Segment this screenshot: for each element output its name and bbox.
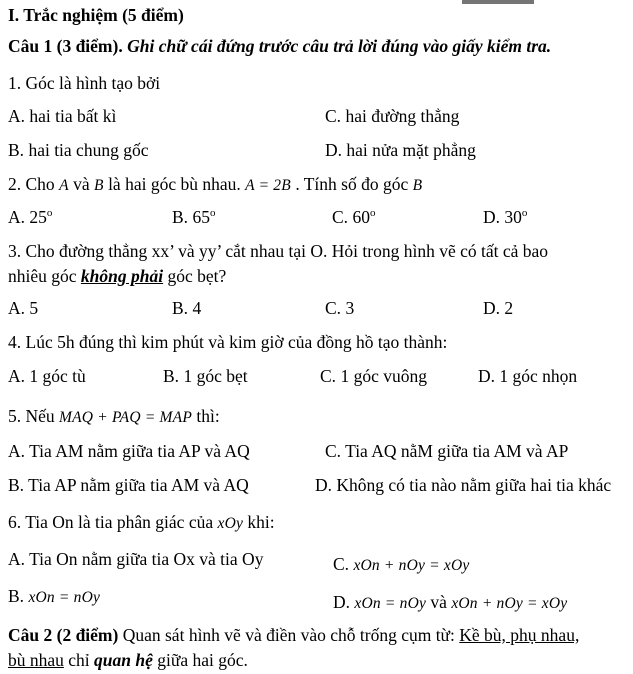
- question-4-number: 4.: [8, 332, 22, 352]
- question-4-stem: [8, 334, 447, 352]
- question-3-text-line2-post: góc bẹt?: [167, 266, 227, 286]
- option-key: A.: [8, 207, 26, 227]
- question-3-number: 3.: [8, 241, 22, 261]
- option-value: 25: [29, 207, 47, 227]
- cau2-line2: [8, 652, 248, 670]
- option-key: B.: [8, 475, 25, 495]
- question-3-option-a[interactable]: [8, 300, 38, 318]
- question-2-option-b[interactable]: [172, 209, 215, 227]
- question-5-option-d[interactable]: [315, 477, 611, 495]
- question-5-number: 5.: [8, 406, 22, 426]
- option-key: C.: [332, 207, 349, 227]
- question-2-number: 2.: [8, 174, 22, 194]
- cau1-label: Câu 1 (3 điểm).: [8, 36, 123, 56]
- option-math-2: xOn + nOy = xOy: [451, 595, 568, 612]
- option-text: 1 góc tù: [29, 366, 86, 386]
- question-1-number: 1.: [8, 73, 22, 93]
- question-2-text-part1: Cho: [25, 174, 55, 194]
- question-5-option-c[interactable]: [325, 443, 568, 461]
- cau1-instruction: Ghi chữ cái đứng trước câu trả lời đúng vào giấy kiểm tra.: [127, 36, 552, 56]
- option-text: Tia AM nằm giữa tia AP và AQ: [29, 441, 250, 461]
- option-text: 1 góc bẹt: [183, 366, 248, 386]
- question-3-option-d[interactable]: [483, 300, 513, 318]
- question-3-option-c[interactable]: [325, 300, 354, 318]
- question-4-option-c[interactable]: [320, 368, 427, 386]
- degree-symbol: o: [521, 207, 528, 220]
- option-key: C.: [320, 366, 337, 386]
- question-6-number: 6.: [8, 512, 22, 532]
- option-key: B.: [8, 586, 25, 606]
- section-heading: I. Trắc nghiệm (5 điểm): [8, 5, 184, 25]
- question-3-stem-line1: [8, 243, 548, 261]
- option-key: D.: [483, 207, 501, 227]
- option-conjunction: và: [430, 592, 447, 612]
- option-math: xOn = nOy: [28, 589, 101, 606]
- cau2-label: Câu 2 (2 điểm): [8, 625, 119, 645]
- option-key: B.: [8, 140, 25, 160]
- option-key: D.: [333, 592, 351, 612]
- question-2-text-part2: và: [73, 174, 90, 194]
- option-text: 2: [504, 298, 514, 318]
- option-text: 4: [192, 298, 202, 318]
- question-4-option-a[interactable]: [8, 368, 86, 386]
- question-6-text-pre: Tia On là tia phân giác của: [25, 512, 214, 532]
- option-key: B.: [163, 366, 180, 386]
- question-6-stem: [8, 514, 275, 532]
- cau2-emphasis: quan hệ: [94, 650, 153, 670]
- question-2-text-part3: là hai góc bù nhau.: [108, 174, 241, 194]
- option-key: B.: [172, 207, 189, 227]
- option-value: 65: [192, 207, 210, 227]
- question-1-option-d[interactable]: [325, 142, 476, 160]
- question-2-var-b: B: [94, 177, 104, 194]
- question-1-option-a[interactable]: [8, 108, 116, 126]
- cau2-blank-options-line2: bù nhau: [8, 650, 64, 670]
- option-math: xOn + nOy = xOy: [353, 557, 470, 574]
- question-1-stem: [8, 75, 160, 93]
- degree-symbol: o: [369, 207, 376, 220]
- cau2-text-mid: chỉ: [68, 650, 90, 670]
- question-6-text-post: khi:: [247, 512, 275, 532]
- top-grey-marker-bar: [462, 0, 534, 4]
- option-text: 5: [29, 298, 39, 318]
- option-text: 3: [345, 298, 355, 318]
- option-text: hai tia bất kì: [29, 106, 117, 126]
- question-6-option-c[interactable]: [333, 556, 469, 574]
- option-key: C.: [325, 106, 342, 126]
- question-3-text-line1: Cho đường thẳng xx’ và yy’ cắt nhau tại O. Hỏi trong hình vẽ có tất cả bao: [25, 241, 549, 261]
- option-key: B.: [172, 298, 189, 318]
- question-2-equation: A = 2B: [245, 177, 291, 194]
- option-key: A.: [8, 366, 26, 386]
- option-text: Tia On nằm giữa tia Ox và tia Oy: [29, 549, 264, 569]
- question-2-text-part4: . Tính số đo góc: [295, 174, 409, 194]
- option-text: 1 góc nhọn: [499, 366, 578, 386]
- question-2-stem: [8, 176, 422, 194]
- question-3-stem-line2: [8, 268, 226, 286]
- cau1-heading: [8, 38, 551, 56]
- cau2-text-pre: Quan sát hình vẽ và điền vào chỗ trống cụm từ:: [122, 625, 455, 645]
- option-text: Tia AQ nằM giữa tia AM và AP: [345, 441, 569, 461]
- option-text: hai nửa mặt phẳng: [346, 140, 476, 160]
- question-4-text: Lúc 5h đúng thì kim phút và kim giờ của đồng hồ tạo thành:: [25, 332, 448, 352]
- option-key: C.: [325, 298, 342, 318]
- option-key: A.: [8, 549, 26, 569]
- question-6-option-d[interactable]: [333, 594, 567, 612]
- question-5-text-pre: Nếu: [25, 406, 55, 426]
- question-1-option-b[interactable]: [8, 142, 148, 160]
- cau2-text-post: giữa hai góc.: [157, 650, 248, 670]
- question-2-option-c[interactable]: [332, 209, 375, 227]
- question-3-emphasis: không phải: [80, 266, 164, 286]
- question-2-var-a: A: [59, 177, 69, 194]
- question-2-option-d[interactable]: [483, 209, 527, 227]
- option-text: hai đường thẳng: [345, 106, 460, 126]
- option-key: A.: [8, 441, 26, 461]
- question-5-option-a[interactable]: [8, 443, 250, 461]
- degree-symbol: o: [46, 207, 53, 220]
- question-3-option-b[interactable]: [172, 300, 201, 318]
- option-key: A.: [8, 298, 26, 318]
- question-1-text: Góc là hình tạo bởi: [25, 73, 161, 93]
- option-text: Không có tia nào nằm giữa hai tia khác: [336, 475, 612, 495]
- option-key: D.: [483, 298, 501, 318]
- question-6-option-b[interactable]: [8, 588, 100, 606]
- option-text: 1 góc vuông: [340, 366, 427, 386]
- option-value: 30: [504, 207, 522, 227]
- question-5-stem: [8, 408, 220, 426]
- question-5-option-b[interactable]: [8, 477, 249, 495]
- question-1-option-c[interactable]: [325, 108, 459, 126]
- question-4-option-b[interactable]: [163, 368, 248, 386]
- option-key: D.: [315, 475, 333, 495]
- question-2-var-b2: B: [412, 177, 423, 194]
- question-6-angle: xOy: [217, 515, 244, 532]
- cau2-line1: [8, 627, 579, 645]
- option-key: C.: [333, 554, 350, 574]
- option-math-1: xOn = nOy: [354, 595, 427, 612]
- option-key: D.: [325, 140, 343, 160]
- option-key: D.: [478, 366, 496, 386]
- option-value: 60: [352, 207, 370, 227]
- option-key: C.: [325, 441, 342, 461]
- question-6-option-a[interactable]: [8, 551, 263, 569]
- question-2-option-a[interactable]: [8, 209, 52, 227]
- degree-symbol: o: [209, 207, 216, 220]
- cau2-blank-options-line1: Kề bù, phụ nhau,: [459, 625, 580, 645]
- question-5-equation: MAQ + PAQ = MAP: [59, 409, 193, 426]
- option-text: hai tia chung gốc: [28, 140, 149, 160]
- option-text: Tia AP nằm giữa tia AM và AQ: [28, 475, 249, 495]
- question-4-option-d[interactable]: [478, 368, 577, 386]
- question-5-text-post: thì:: [196, 406, 220, 426]
- option-key: A.: [8, 106, 26, 126]
- question-3-text-line2-pre: nhiêu góc: [8, 266, 77, 286]
